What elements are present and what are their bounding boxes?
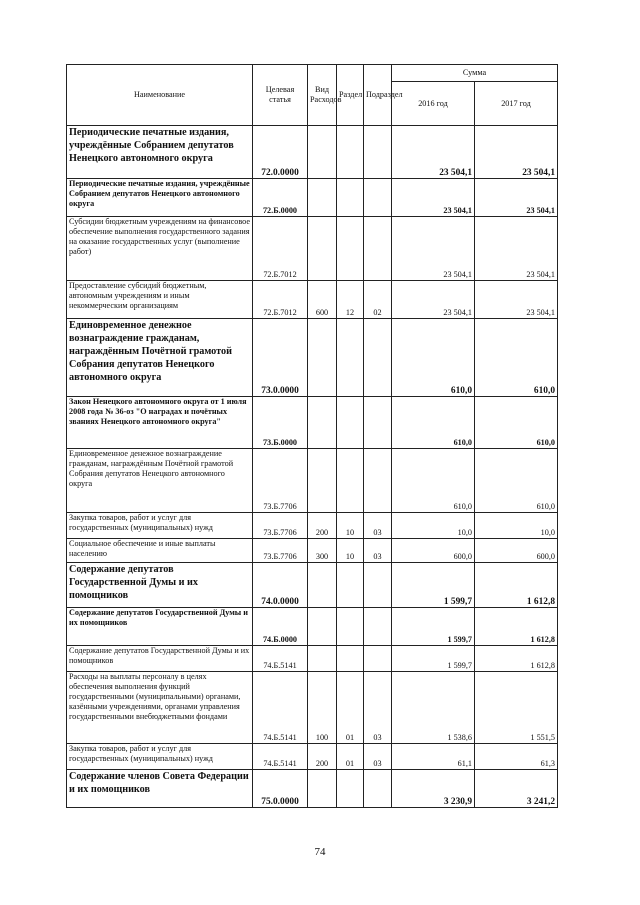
cell-sum-2016: 610,0: [392, 319, 475, 397]
table-body: [67, 126, 558, 808]
table-row: [67, 217, 558, 281]
cell-sum-2016: 1 599,7: [392, 646, 475, 672]
cell-name: Содержание членов Совета Федерации и их помощников: [67, 770, 253, 808]
cell-podrazd: [364, 319, 392, 397]
table-row: [67, 770, 558, 808]
table-row: [67, 281, 558, 319]
cell-vid: [308, 449, 337, 513]
cell-sum-2016: 3 230,9: [392, 770, 475, 808]
cell-podrazd: [364, 397, 392, 449]
cell-name: Закупка товаров, работ и услуг для государственных (муниципальных) нужд: [67, 513, 253, 539]
cell-razd: 01: [337, 672, 364, 744]
cell-name: Закупка товаров, работ и услуг для государственных (муниципальных) нужд: [67, 744, 253, 770]
header-vid: Вид Расходов: [308, 65, 337, 126]
cell-podrazd: [364, 563, 392, 608]
cell-podrazd: [364, 179, 392, 217]
cell-podrazd: 03: [364, 744, 392, 770]
cell-sum-2017: 1 612,8: [475, 608, 558, 646]
table-row: [67, 539, 558, 563]
cell-sum-2017: 23 504,1: [475, 281, 558, 319]
cell-sum-2016: 23 504,1: [392, 281, 475, 319]
cell-name: Содержание депутатов Государственной Думы и их помощников: [67, 646, 253, 672]
cell-vid: [308, 770, 337, 808]
cell-vid: [308, 646, 337, 672]
cell-sum-2016: 10,0: [392, 513, 475, 539]
cell-podrazd: [364, 449, 392, 513]
cell-target: 75.0.0000: [253, 770, 308, 808]
cell-sum-2016: 600,0: [392, 539, 475, 563]
cell-target: 73.Б.7706: [253, 513, 308, 539]
cell-podrazd: [364, 770, 392, 808]
cell-vid: 300: [308, 539, 337, 563]
cell-razd: [337, 319, 364, 397]
table-row: [67, 449, 558, 513]
header-year-2017: 2017 год: [475, 82, 558, 126]
table-header-row-top: [67, 65, 558, 82]
cell-name: Субсидии бюджетным учреждениям на финансовое обеспечение выполнения государственного задания на оказание государственных услуг (выполнение работ): [67, 217, 253, 281]
cell-sum-2016: 1 599,7: [392, 563, 475, 608]
cell-sum-2016: 610,0: [392, 449, 475, 513]
cell-sum-2017: 10,0: [475, 513, 558, 539]
cell-vid: [308, 397, 337, 449]
cell-podrazd: [364, 126, 392, 179]
cell-target: 73.0.0000: [253, 319, 308, 397]
cell-sum-2017: 23 504,1: [475, 217, 558, 281]
header-year-2016: 2016 год: [392, 82, 475, 126]
cell-vid: 600: [308, 281, 337, 319]
cell-vid: [308, 563, 337, 608]
cell-podrazd: 03: [364, 513, 392, 539]
table-row: [67, 319, 558, 397]
cell-vid: [308, 319, 337, 397]
table-row: [67, 397, 558, 449]
cell-podrazd: 03: [364, 672, 392, 744]
table-row: [67, 672, 558, 744]
cell-podrazd: 02: [364, 281, 392, 319]
cell-sum-2016: 1 599,7: [392, 608, 475, 646]
cell-podrazd: [364, 646, 392, 672]
table-row: [67, 126, 558, 179]
cell-name: Содержание депутатов Государственной Думы и их помощников: [67, 608, 253, 646]
cell-target: 72.Б.7012: [253, 217, 308, 281]
cell-razd: 12: [337, 281, 364, 319]
cell-razd: [337, 217, 364, 281]
cell-sum-2017: 1 551,5: [475, 672, 558, 744]
cell-sum-2016: 23 504,1: [392, 179, 475, 217]
cell-name: Социальное обеспечение и иные выплаты населению: [67, 539, 253, 563]
cell-sum-2017: 610,0: [475, 449, 558, 513]
cell-target: 73.Б.7706: [253, 449, 308, 513]
header-podrazd: Подраздел: [364, 65, 392, 126]
header-razd: Раздел: [337, 65, 364, 126]
header-target: Целевая статья: [253, 65, 308, 126]
table-row: [67, 646, 558, 672]
cell-vid: [308, 217, 337, 281]
cell-sum-2017: 1 612,8: [475, 646, 558, 672]
cell-sum-2016: 610,0: [392, 397, 475, 449]
cell-razd: [337, 563, 364, 608]
cell-razd: [337, 397, 364, 449]
cell-razd: 10: [337, 513, 364, 539]
cell-sum-2017: 600,0: [475, 539, 558, 563]
cell-podrazd: [364, 608, 392, 646]
cell-target: 72.Б.7012: [253, 281, 308, 319]
cell-name: Единовременное денежное вознаграждение гражданам, награждённым Почётной грамотой Собрания депутатов Ненецкого автономного округа: [67, 319, 253, 397]
cell-target: 74.Б.5141: [253, 744, 308, 770]
cell-sum-2016: 23 504,1: [392, 126, 475, 179]
cell-vid: 200: [308, 513, 337, 539]
cell-sum-2017: 1 612,8: [475, 563, 558, 608]
cell-sum-2017: 610,0: [475, 319, 558, 397]
cell-podrazd: [364, 217, 392, 281]
cell-vid: 100: [308, 672, 337, 744]
cell-name: Предоставление субсидий бюджетным, автономным учреждениям и иным некоммерческим организациям: [67, 281, 253, 319]
cell-razd: [337, 646, 364, 672]
cell-name: Содержание депутатов Государственной Думы и их помощников: [67, 563, 253, 608]
table-row: [67, 608, 558, 646]
page-number: 74: [314, 846, 326, 858]
cell-razd: [337, 608, 364, 646]
cell-target: 74.Б.5141: [253, 646, 308, 672]
cell-sum-2017: 23 504,1: [475, 179, 558, 217]
cell-sum-2017: 23 504,1: [475, 126, 558, 179]
table-row: [67, 179, 558, 217]
table-row: [67, 563, 558, 608]
cell-vid: [308, 608, 337, 646]
header-name: Наименование: [67, 65, 253, 126]
cell-target: 72.0.0000: [253, 126, 308, 179]
cell-target: 73.Б.0000: [253, 397, 308, 449]
cell-name: Расходы на выплаты персоналу в целях обеспечения выполнения функций государственными (муниципальными) органами, казёнными учреждениями, органами управления государственными внебюджетными фондами: [67, 672, 253, 744]
cell-target: 72.Б.0000: [253, 179, 308, 217]
cell-podrazd: 03: [364, 539, 392, 563]
cell-name: Закон Ненецкого автономного округа от 1 июля 2008 года № 36-оз "О наградах и почётных званиях Ненецкого автономного округа": [67, 397, 253, 449]
cell-sum-2016: 23 504,1: [392, 217, 475, 281]
cell-target: 74.0.0000: [253, 563, 308, 608]
cell-target: 74.Б.0000: [253, 608, 308, 646]
cell-razd: [337, 126, 364, 179]
cell-target: 74.Б.5141: [253, 672, 308, 744]
table-row: [67, 513, 558, 539]
cell-razd: [337, 179, 364, 217]
cell-razd: [337, 770, 364, 808]
cell-target: 73.Б.7706: [253, 539, 308, 563]
cell-razd: 01: [337, 744, 364, 770]
cell-sum-2017: 3 241,2: [475, 770, 558, 808]
cell-name: Периодические печатные издания, учреждённые Собранием депутатов Ненецкого автономного округа: [67, 126, 253, 179]
cell-name: Периодические печатные издания, учреждённые Собранием депутатов Ненецкого автономного округа: [67, 179, 253, 217]
cell-vid: [308, 179, 337, 217]
cell-sum-2016: 61,1: [392, 744, 475, 770]
cell-razd: 10: [337, 539, 364, 563]
cell-sum-2017: 61,3: [475, 744, 558, 770]
header-sum: Сумма: [392, 65, 558, 82]
cell-sum-2016: 1 538,6: [392, 672, 475, 744]
budget-table: [66, 64, 558, 808]
cell-sum-2017: 610,0: [475, 397, 558, 449]
cell-vid: 200: [308, 744, 337, 770]
table-row: [67, 744, 558, 770]
cell-name: Единовременное денежное вознаграждение гражданам, награждённым Почётной грамотой Собрания депутатов Ненецкого автономного округа: [67, 449, 253, 513]
cell-razd: [337, 449, 364, 513]
cell-vid: [308, 126, 337, 179]
